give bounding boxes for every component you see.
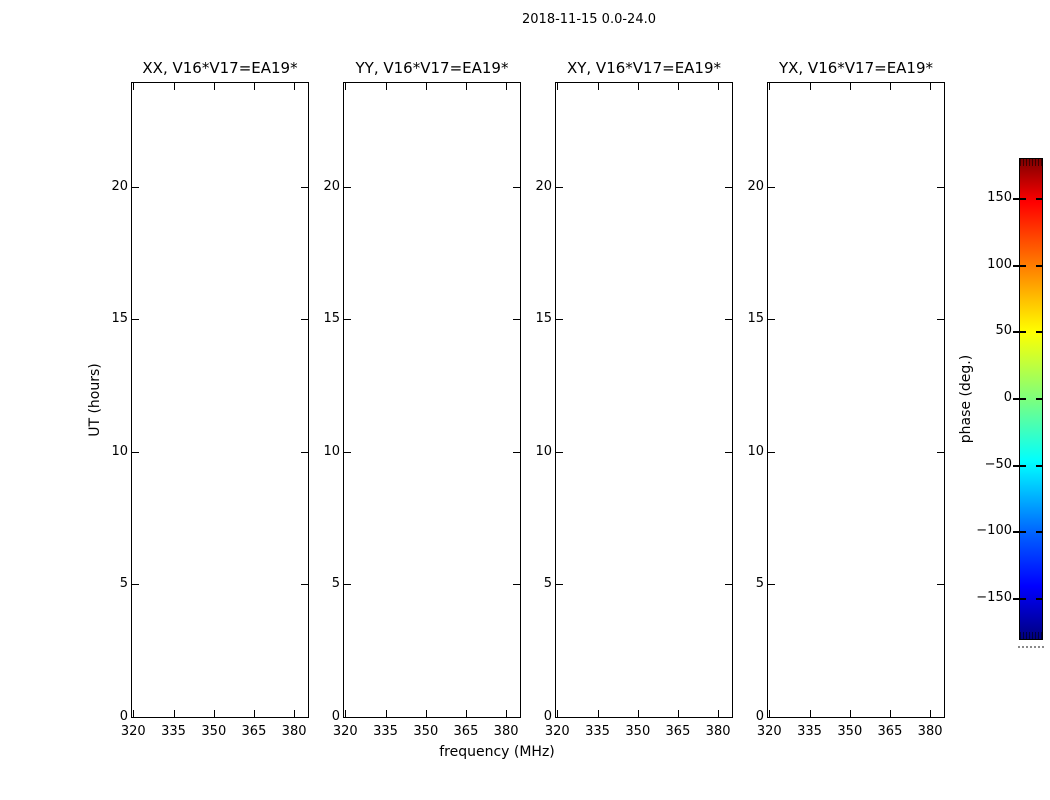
y-tick-label: 0: [755, 709, 764, 724]
x-tick-mark: [557, 710, 558, 717]
x-tick-mark: [294, 710, 295, 717]
x-tick-mark: [638, 710, 639, 717]
y-tick-mark: [937, 452, 944, 453]
x-tick-label: 380: [917, 724, 943, 739]
x-tick-mark: [598, 710, 599, 717]
y-tick-label: 0: [543, 709, 552, 724]
x-tick-mark: [294, 83, 295, 90]
y-tick-mark: [556, 452, 563, 453]
x-tick-mark: [345, 710, 346, 717]
y-tick-label: 5: [119, 576, 128, 592]
colorbar-top-hatch: [1020, 159, 1042, 166]
x-tick-mark: [850, 710, 851, 717]
colorbar-tick-label: 50: [995, 323, 1012, 339]
x-tick-mark: [254, 710, 255, 717]
y-tick-mark: [556, 187, 563, 188]
x-tick-mark: [386, 83, 387, 90]
x-tick-label: 320: [756, 724, 782, 739]
x-tick-mark: [930, 710, 931, 717]
colorbar-tick-mark: [1036, 331, 1042, 333]
colorbar-dotted-line: [1018, 646, 1044, 648]
subplot-panel-xy: [535, 59, 733, 739]
y-tick-label: 10: [747, 443, 764, 459]
y-tick-label: 5: [543, 576, 552, 592]
colorbar-tick-mark: [1036, 531, 1042, 533]
colorbar-tick-mark: [1036, 465, 1042, 467]
y-tick-label: 20: [747, 178, 764, 194]
x-tick-mark: [506, 83, 507, 90]
x-tick-mark: [890, 83, 891, 90]
colorbar-bottom-hatch: [1020, 632, 1042, 639]
x-tick-mark: [890, 710, 891, 717]
x-tick-mark: [174, 710, 175, 717]
x-tick-mark: [718, 83, 719, 90]
colorbar: [976, 158, 1043, 640]
x-tick-mark: [930, 83, 931, 90]
x-tick-mark: [769, 710, 770, 717]
x-tick-mark: [466, 83, 467, 90]
colorbar-tick-label: 100: [987, 256, 1012, 272]
y-tick-label: 20: [535, 178, 552, 194]
x-tick-label: 320: [332, 724, 358, 739]
x-tick-label: 365: [453, 724, 479, 739]
y-tick-label: 20: [323, 178, 340, 194]
y-tick-mark: [344, 319, 351, 320]
x-tick-mark: [718, 710, 719, 717]
colorbar-tick-label: 0: [1003, 390, 1012, 405]
x-tick-label: 335: [585, 724, 610, 739]
colorbar-tick-mark: [1013, 531, 1026, 533]
y-tick-label: 10: [111, 443, 128, 459]
y-tick-label: 5: [331, 576, 340, 592]
y-tick-mark: [768, 319, 775, 320]
x-tick-mark: [810, 83, 811, 90]
x-tick-mark: [598, 83, 599, 90]
y-tick-mark: [132, 584, 139, 585]
y-tick-label: 10: [535, 443, 552, 459]
x-tick-mark: [133, 83, 134, 90]
y-axis-label: UT (hours): [87, 363, 103, 437]
subplot-panel-yx: [747, 59, 945, 739]
x-tick-mark: [426, 710, 427, 717]
y-tick-label: 0: [119, 709, 128, 724]
x-tick-mark: [386, 710, 387, 717]
y-tick-mark: [768, 187, 775, 188]
figure-title: 2018-11-15 0.0-24.0: [522, 12, 656, 27]
colorbar-tick-mark: [1036, 398, 1042, 400]
x-tick-mark: [345, 83, 346, 90]
colorbar-tick-mark: [1013, 598, 1026, 600]
y-tick-label: 20: [111, 178, 128, 194]
x-tick-mark: [426, 83, 427, 90]
y-tick-label: 5: [755, 576, 764, 592]
y-tick-label: 10: [323, 443, 340, 459]
y-tick-mark: [937, 319, 944, 320]
y-tick-mark: [937, 584, 944, 585]
x-tick-mark: [214, 83, 215, 90]
x-tick-label: 350: [413, 724, 439, 739]
y-tick-mark: [344, 584, 351, 585]
colorbar-tick-mark: [1036, 598, 1042, 600]
y-tick-label: 15: [535, 311, 552, 327]
x-tick-mark: [557, 83, 558, 90]
x-tick-mark: [678, 710, 679, 717]
x-tick-label: 380: [705, 724, 731, 739]
x-tick-mark: [850, 83, 851, 90]
subplot-panel-xx: [111, 59, 309, 739]
y-tick-mark: [768, 452, 775, 453]
x-tick-label: 335: [161, 724, 186, 739]
x-tick-label: 380: [493, 724, 519, 739]
x-tick-label: 350: [625, 724, 651, 739]
x-tick-label: 335: [373, 724, 398, 739]
x-tick-mark: [174, 83, 175, 90]
x-tick-label: 365: [241, 724, 267, 739]
colorbar-tick-label: −150: [976, 590, 1012, 606]
colorbar-tick-label: −100: [976, 523, 1012, 539]
x-tick-label: 350: [837, 724, 863, 739]
x-tick-label: 380: [281, 724, 307, 739]
x-tick-mark: [810, 710, 811, 717]
subplot-panel-yy: [323, 59, 521, 739]
x-tick-label: 350: [201, 724, 227, 739]
x-tick-label: 320: [120, 724, 146, 739]
y-tick-mark: [132, 452, 139, 453]
x-tick-mark: [466, 710, 467, 717]
y-tick-mark: [556, 319, 563, 320]
colorbar-tick-label: 150: [987, 189, 1012, 205]
colorbar-tick-label: −50: [984, 456, 1012, 472]
colorbar-tick-mark: [1013, 331, 1026, 333]
x-tick-mark: [638, 83, 639, 90]
subplot-title: YY, V16*V17=EA19*: [355, 59, 509, 77]
x-tick-mark: [506, 710, 507, 717]
x-tick-mark: [769, 83, 770, 90]
colorbar-tick-mark: [1036, 198, 1042, 200]
y-tick-mark: [344, 452, 351, 453]
x-tick-label: 365: [877, 724, 903, 739]
x-tick-label: 335: [797, 724, 822, 739]
x-axis-label: frequency (MHz): [439, 744, 555, 760]
y-tick-mark: [937, 187, 944, 188]
y-tick-mark: [768, 584, 775, 585]
y-tick-label: 15: [323, 311, 340, 327]
y-tick-mark: [556, 584, 563, 585]
y-tick-mark: [344, 187, 351, 188]
subplot-title: YX, V16*V17=EA19*: [778, 59, 934, 77]
x-tick-mark: [133, 710, 134, 717]
subplot-title: XX, V16*V17=EA19*: [142, 59, 298, 77]
colorbar-label: phase (deg.): [958, 354, 974, 444]
y-tick-label: 0: [331, 709, 340, 724]
colorbar-tick-mark: [1013, 465, 1026, 467]
y-tick-mark: [132, 187, 139, 188]
y-tick-label: 15: [111, 311, 128, 327]
colorbar-tick-mark: [1013, 198, 1026, 200]
x-tick-label: 365: [665, 724, 691, 739]
y-tick-mark: [132, 319, 139, 320]
colorbar-tick-mark: [1036, 265, 1042, 267]
x-tick-label: 320: [544, 724, 570, 739]
colorbar-tick-mark: [1013, 398, 1026, 400]
colorbar-tick-mark: [1013, 265, 1026, 267]
subplot-title: XY, V16*V17=EA19*: [566, 59, 722, 77]
y-tick-label: 15: [747, 311, 764, 327]
x-tick-mark: [214, 710, 215, 717]
x-tick-mark: [254, 83, 255, 90]
x-tick-mark: [678, 83, 679, 90]
